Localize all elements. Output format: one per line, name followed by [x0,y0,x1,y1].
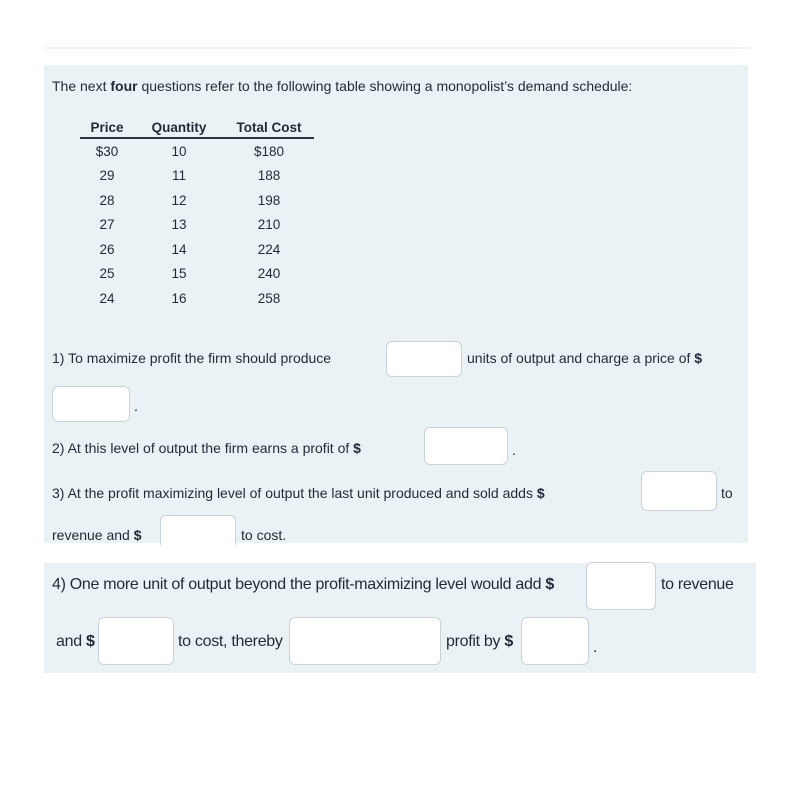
q2-profit-input[interactable] [424,427,508,465]
q4-revenue-input[interactable] [586,562,656,610]
header-quantity: Quantity [134,120,224,138]
q4-text-d: to cost, thereby [178,633,283,650]
q2-period: . [512,442,516,458]
top-divider [44,47,750,49]
q3-text-b: revenue and $ [52,527,142,543]
q3-to: to [721,485,733,501]
header-price: Price [80,120,134,138]
q1-quantity-input[interactable] [386,341,462,377]
q1-price-input[interactable] [52,386,130,422]
q4-cost-input[interactable] [98,617,174,665]
q4-text-e: profit by $ [446,633,513,650]
q3-text-a: 3) At the profit maximizing level of output the last unit produced and sold adds $ [52,485,545,501]
table-row: $30 10 $180 [95,143,285,159]
q2-text: 2) At this level of output the firm earns a profit of $ [52,440,361,456]
q1-text-a: 1) To maximize profit the firm should produce [52,350,332,366]
table-row: 26 14 224 [99,241,281,257]
q1-period: . [134,398,138,414]
q4-text-c: and $ [56,633,95,650]
q4-text-b: to revenue [661,576,734,593]
q1-text-b: units of output and charge a price of $ [467,350,703,366]
table-row: 29 11 188 [99,168,281,184]
q3-text-c: to cost. [241,527,287,543]
table-row: 27 13 210 [99,217,281,233]
demand-schedule-table [80,120,314,311]
q3-revenue-input[interactable] [641,471,717,511]
q4-text-a: 4) One more unit of output beyond the profit-maximizing level would add $ [52,576,554,593]
table-row: 28 12 198 [99,192,281,208]
q4-change-input[interactable] [289,617,441,665]
table-row: 24 16 258 [99,290,281,306]
intro-text: The next four questions refer to the following table showing a monopolist’s demand schedule: [52,78,633,94]
q3-cost-input[interactable] [160,515,236,545]
q4-profit-input[interactable] [521,617,589,665]
q4-period: . [593,639,598,656]
table-row: 25 15 240 [99,266,281,282]
header-total-cost: Total Cost [224,120,314,138]
